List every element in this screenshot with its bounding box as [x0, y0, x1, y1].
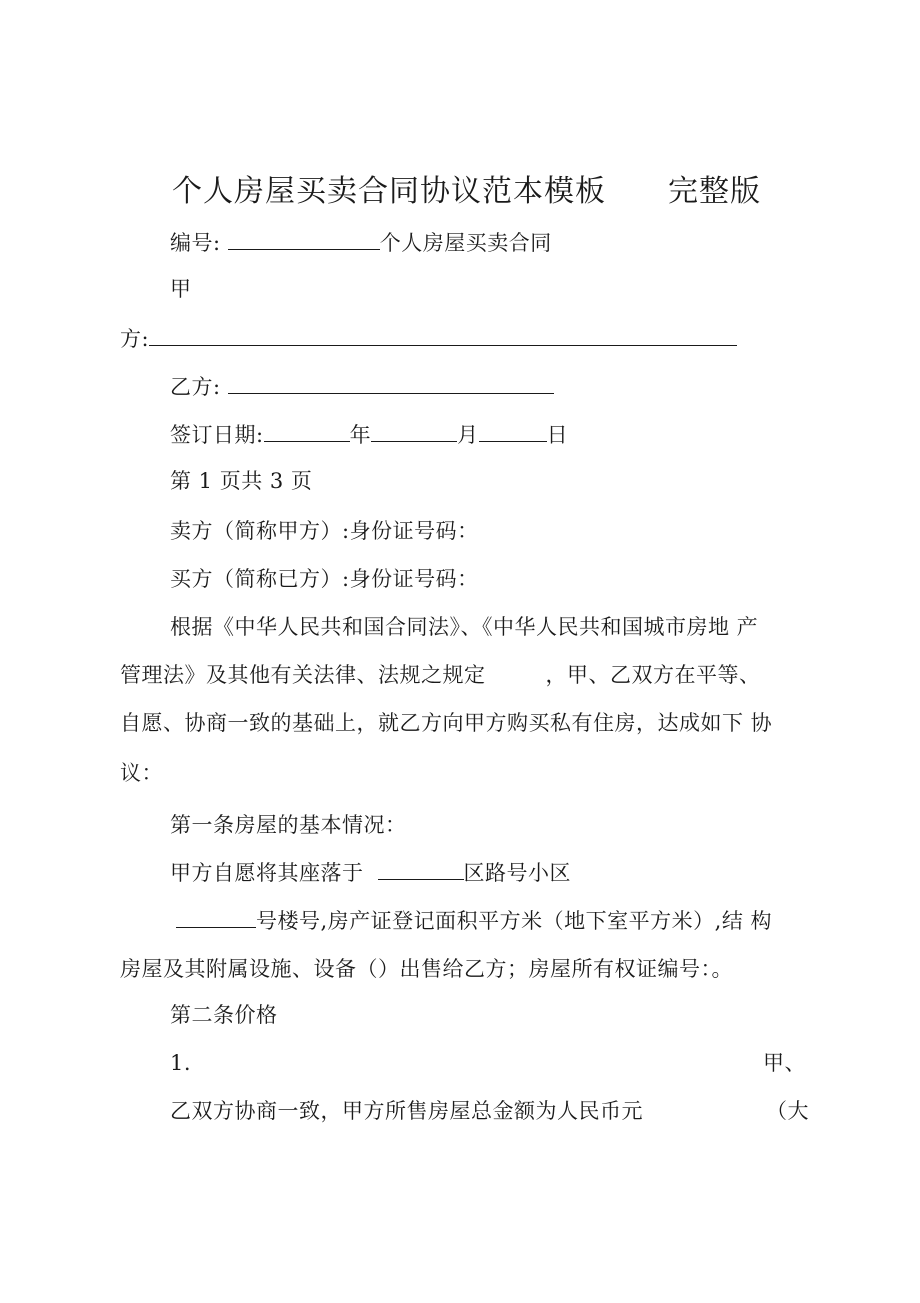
- sign-date-label: 签订日期:: [170, 423, 264, 447]
- intro-line-4: 议：: [120, 761, 163, 785]
- intro-line-2: [120, 662, 761, 688]
- article-2-right: 甲、: [763, 1051, 806, 1075]
- document-title: [172, 172, 761, 212]
- day-blank: [479, 423, 547, 442]
- number-blank: [228, 231, 380, 250]
- year-label: 年: [349, 423, 372, 447]
- location-blank: [378, 861, 464, 880]
- number-suffix: 个人房屋买卖合同: [379, 231, 552, 255]
- intro-line-2b: ，甲、乙双方在平等、: [545, 663, 761, 687]
- building-blank: [176, 909, 256, 928]
- party-a-line: [120, 326, 737, 352]
- article-1-line-1: [170, 860, 571, 886]
- party-b-line: [170, 374, 554, 400]
- article-2-line-2: 乙双方协商一致，甲方所售房屋总金额为人民币元: [170, 1099, 643, 1123]
- article-1-line-2: [176, 908, 772, 934]
- page-info: 第 1 页共 3 页: [170, 469, 313, 493]
- article-1-line-3: 房屋及其附属设施、设备（）出售给乙方；房屋所有权证编号：。: [120, 957, 733, 981]
- intro-line-2a: 管理法》及其他有关法律、法规之规定: [120, 663, 486, 687]
- party-b-label: 乙方:: [170, 375, 221, 399]
- month-blank: [371, 423, 457, 442]
- party-a-label: 方:: [120, 327, 150, 351]
- party-a-char: 甲: [170, 277, 192, 301]
- article-1-line-2-text: 号楼号,房产证登记面积平方米（地下室平方米）,结 构: [256, 909, 773, 933]
- buyer-line: 买方（简称已方）:身份证号码：: [170, 567, 479, 591]
- party-b-blank: [228, 375, 554, 394]
- day-label: 日: [546, 423, 569, 447]
- year-blank: [264, 423, 350, 442]
- article-1-title: 第一条房屋的基本情况：: [170, 813, 407, 837]
- article-2-number: 1.: [170, 1051, 192, 1075]
- intro-line-3: 自愿、协商一致的基础上，就乙方向甲方购买私有住房，达成如下 协: [120, 711, 773, 735]
- title-suffix: 完整版: [668, 174, 761, 209]
- article-2-line-2-right: （大: [766, 1099, 809, 1123]
- article-1-line-1a: 甲方自愿将其座落于: [170, 861, 364, 885]
- month-label: 月: [457, 423, 479, 447]
- sign-date-line: [170, 422, 568, 448]
- number-line: [170, 230, 552, 256]
- title-main: 个人房屋买卖合同协议范本模板: [172, 174, 606, 209]
- article-1-line-1b: 区路号小区: [463, 861, 571, 885]
- number-label: 编号:: [170, 231, 221, 255]
- seller-line: 卖方（简称甲方）:身份证号码：: [170, 519, 479, 543]
- party-a-blank: [149, 327, 737, 346]
- intro-line-1: 根据《中华人民共和国合同法》、《中华人民共和国城市房地 产: [170, 615, 759, 639]
- article-2-title: 第二条价格: [170, 1003, 278, 1027]
